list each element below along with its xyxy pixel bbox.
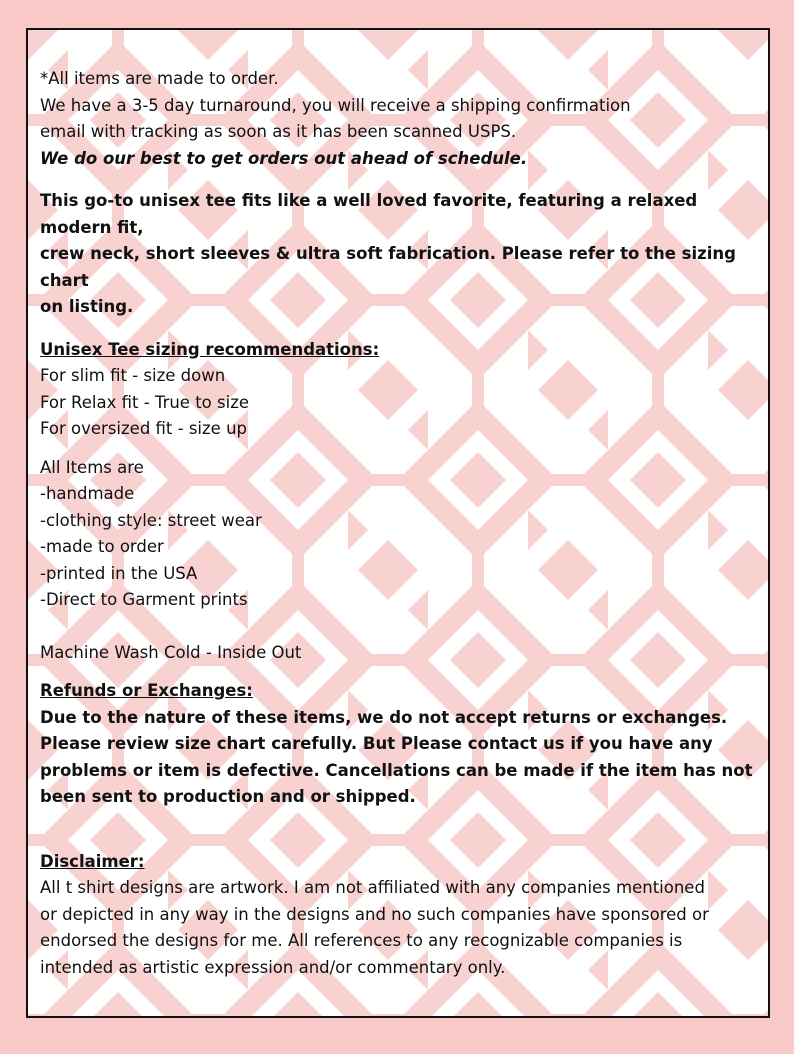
made-to-order-note: *All items are made to order. [40,69,279,88]
turnaround-text: We have a 3-5 day turnaround, you will receive a shipping confirmation [40,95,631,115]
refunds-text-3: problems or item is defective. Cancellations can be made if the item has not [40,760,753,780]
sizing-item: For Relax fit - True to size [40,392,250,412]
tee-description-1: This go-to unisex tee fits like a well loved favorite, featuring a relaxed modern fit, [40,191,698,237]
feature-item: -handmade [40,484,135,503]
turnaround-text-2: email with tracking as soon as it has been scanned USPS. [40,122,517,141]
feature-item: -Direct to Garment prints [40,590,248,609]
tee-description-3: on listing. [40,297,134,316]
listing-text [40,66,760,981]
schedule-note: We do our best to get orders out ahead of schedule. [40,148,528,168]
disclaimer-text-3: endorsed the designs for me. All references to any recognizable companies is [40,931,683,950]
sizing-item: For slim fit - size down [40,366,226,385]
feature-item: -printed in the USA [40,563,198,583]
disclaimer-text-2: or depicted in any way in the designs and no such companies have sponsored or [40,904,709,924]
info-card [26,28,770,1018]
tee-description-2: crew neck, short sleeves & ultra soft fabrication. Please refer to the sizing chart [40,244,736,290]
sizing-item: For oversized fit - size up [40,419,248,438]
refunds-text-2: Please review size chart carefully. But Please contact us if you have any [40,734,713,753]
refunds-text-4: been sent to production and or shipped. [40,787,416,806]
disclaimer-text-4: intended as artistic expression and/or commentary only. [40,957,506,977]
sizing-heading: Unisex Tee sizing recommendations: [40,339,380,359]
feature-item: -made to order [40,537,164,556]
feature-item: -clothing style: street wear [40,510,262,530]
disclaimer-heading: Disclaimer: [40,851,145,871]
refunds-heading: Refunds or Exchanges: [40,681,253,700]
disclaimer-text-1: All t shirt designs are artwork. I am not affiliated with any companies mentioned [40,878,705,897]
features-heading: All Items are [40,457,144,477]
refunds-text-1: Due to the nature of these items, we do not accept returns or exchanges. [40,707,728,727]
care-instructions: Machine Wash Cold - Inside Out [40,642,302,662]
